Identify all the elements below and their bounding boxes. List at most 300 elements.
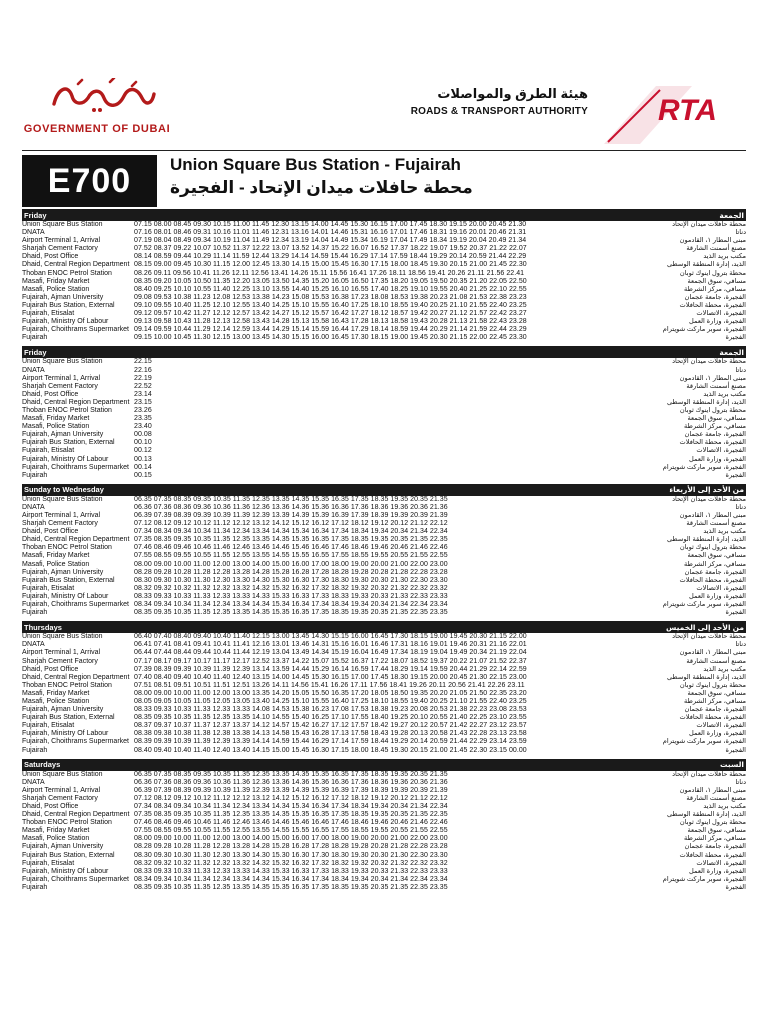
stop-name: Fujairah, Ajman University — [22, 431, 104, 439]
day-label: Saturdays — [24, 760, 61, 770]
stop-name: Fujairah, Ministry Of Labour — [22, 455, 109, 463]
timetable-row — [22, 415, 746, 423]
route-code-badge: E700 — [22, 155, 157, 207]
stop-name: Fujairah, Ministry Of Labour — [22, 867, 109, 875]
timetable-row — [22, 286, 746, 294]
stop-name: Thoban ENOC Petrol Station — [22, 819, 112, 827]
stop-name: Fujairah, Etisalat — [22, 722, 75, 730]
departure-times: 06.35 07.35 08.35 09.35 10.35 11.35 12.35 13.35 14.35 15.35 16.35 17.35 18.35 19.35 20.35 21.35 — [134, 495, 448, 503]
stop-name-arabic: الفجيرة، الاتصالات — [696, 310, 746, 318]
departure-times: 07.40 08.40 09.40 10.40 11.40 12.40 13.15 14.00 14.45 15.30 16.15 17.00 17.45 18.30 19.15 20.00 20.45 21.30 22.15 23.00 — [134, 673, 527, 681]
departure-times: 09.13 09.58 10.43 11.28 12.13 12.58 13.43 14.28 15.13 15.58 16.43 17.28 18.13 18.58 19.43 20.28 21.13 21.58 22.43 23.28 — [134, 318, 527, 326]
stop-name-arabic: الذيد، إدارة المنطقة الوسطى — [666, 261, 746, 269]
timetable-row — [22, 310, 746, 318]
departure-times: 07.34 08.34 09.34 10.34 11.34 12.34 13.34 14.34 15.34 16.34 17.34 18.34 19.34 20.34 21.34 22.34 — [134, 803, 448, 810]
stop-name-arabic: الذيد، إدارة المنطقة الوسطى — [666, 811, 746, 819]
departure-times: 07.55 08.55 09.55 10.55 11.55 12.55 13.55 14.55 15.55 16.55 17.55 18.55 19.55 20.55 21.55 22.55 — [134, 552, 448, 560]
timetable-row — [22, 407, 746, 415]
departure-times: 07.39 08.39 09.39 10.39 11.39 12.39 13.14 13.59 14.44 15.29 16.14 16.59 17.44 18.29 19.14 19.59 20.44 21.29 22.14 22.59 — [134, 665, 527, 673]
timetable-row — [22, 811, 746, 819]
stop-name: Fujairah, Choithrams Supermarket — [22, 601, 129, 609]
day-label: Sunday to Wednesday — [24, 485, 104, 495]
stop-name: Union Square Bus Station — [22, 633, 103, 641]
stop-name-arabic: مبنى المطار ١، القادمون — [679, 237, 746, 245]
timetable-section — [22, 621, 746, 758]
departure-times: 06.36 07.36 08.36 09.36 10.36 11.36 12.36 13.36 14.36 15.36 16.36 17.36 18.36 19.36 20.36 21.36 — [134, 503, 448, 511]
timetable-row — [22, 601, 746, 609]
timetable-row — [22, 722, 746, 730]
stop-name: Dhaid, Post Office — [22, 528, 79, 536]
departure-times: 08.00 09.00 10.00 11.00 12.00 13.00 13.35 14.20 15.05 15.50 16.35 17.20 18.05 18.50 19.35 20.20 21.05 21.50 22.35 23.20 — [134, 689, 527, 697]
departure-times: 08.40 09.40 10.40 11.40 12.40 13.40 14.15 15.00 15.45 16.30 17.15 18.00 18.45 19.30 20.15 21.00 21.45 22.30 23.15 00.00 — [134, 746, 527, 754]
departure-times: 07.17 08.17 09.17 10.17 11.17 12.17 12.52 13.37 14.22 15.07 15.52 16.37 17.22 18.07 18.52 19.37 20.22 21.07 21.52 22.37 — [134, 657, 527, 665]
stop-name: Dhaid, Central Region Department — [22, 811, 130, 819]
departure-times: 06.39 07.39 08.39 09.39 10.39 11.39 12.39 13.39 14.39 15.39 16.39 17.39 18.39 19.39 20.39 21.39 — [134, 786, 448, 794]
departure-times: 08.34 09.34 10.34 11.34 12.34 13.34 14.34 15.34 16.34 17.34 18.34 19.34 20.34 21.34 22.34 23.34 — [134, 601, 448, 609]
rta-header — [346, 86, 746, 146]
departure-times: 08.28 09.28 10.28 11.28 12.28 13.28 14.28 15.28 16.28 17.28 18.28 19.28 20.28 21.28 22.28 23.28 — [134, 843, 448, 851]
stop-name-arabic: محطة حافلات ميدان الإتحاد — [672, 770, 746, 778]
departure-times: 08.37 09.37 10.37 11.37 12.37 13.37 14.12 14.57 15.42 16.27 17.12 17.57 18.42 19.27 20.12 20.57 21.42 22.27 23.12 23.57 — [134, 722, 527, 730]
timetable-row — [22, 334, 746, 342]
timetable-row — [22, 294, 746, 302]
stop-name: Fujairah — [22, 334, 48, 342]
timetable-row — [22, 391, 746, 399]
stop-name-arabic: محطة حافلات ميدان الإتحاد — [672, 221, 746, 228]
stop-name: Fujairah, Ajman University — [22, 843, 104, 851]
timetable-row — [22, 496, 746, 504]
timetable-row — [22, 528, 746, 536]
stop-name-arabic: مكتب بريد الذيد — [703, 390, 746, 398]
departure-times: 07.52 08.37 09.22 10.07 10.52 11.37 12.22 13.07 13.52 14.37 15.22 16.07 16.52 17.37 18.22 19.07 19.52 20.37 21.22 22.07 — [134, 245, 527, 253]
stop-name-arabic: الفجيرة، محطة الحافلات — [679, 851, 746, 859]
departure-times: 08.26 09.11 09.56 10.41 11.26 12.11 12.56 13.41 14.26 15.11 15.56 16.41 17.26 18.11 18.56 19.41 20.26 21.11 21.56 22.41 — [134, 269, 525, 277]
stop-name: Masafi, Friday Market — [22, 689, 90, 697]
departure-times: 22.19 — [134, 374, 152, 382]
stop-name-arabic: الفجيرة، سوبر ماركت شويترام — [662, 326, 746, 334]
stop-name-arabic: مكتب بريد الذيد — [703, 528, 746, 536]
departure-times: 00.13 — [134, 455, 152, 463]
timetable-row — [22, 738, 746, 746]
stop-name: Masafi, Police Station — [22, 560, 90, 568]
departure-times: 08.32 09.32 10.32 11.32 12.32 13.32 14.32 15.32 16.32 17.32 18.32 19.32 20.32 21.32 22.32 23.32 — [134, 859, 448, 867]
departure-times: 06.40 07.40 08.40 09.40 10.40 11.40 12.15 13.00 13.45 14.30 15.15 16.00 16.45 17.30 18.15 19.00 19.45 20.30 21.15 22.00 — [134, 633, 527, 641]
departure-times: 07.12 08.12 09.12 10.12 11.12 12.12 13.12 14.12 15.12 16.12 17.12 18.12 19.12 20.12 21.12 22.12 — [134, 520, 448, 528]
stop-name: Union Square Bus Station — [22, 358, 103, 366]
timetable-section — [22, 759, 746, 896]
timetable-row — [22, 641, 746, 649]
timetable-row — [22, 585, 746, 593]
stop-name-arabic: مسافي، سوق الجمعة — [687, 277, 746, 285]
stop-name-arabic: الذيد، إدارة المنطقة الوسطى — [666, 398, 746, 406]
timetable-row — [22, 318, 746, 326]
day-label: Friday — [24, 347, 47, 357]
government-of-dubai-label: GOVERNMENT OF DUBAI — [23, 123, 171, 135]
stop-name: Thoban ENOC Petrol Station — [22, 269, 112, 277]
stop-name: DNATA — [22, 778, 45, 786]
stop-name: Fujairah, Etisalat — [22, 584, 75, 592]
stop-name-arabic: مصنع أسمنت الشارقة — [686, 520, 746, 528]
stop-name-arabic: الفجيرة، وزارة العمل — [689, 730, 746, 738]
day-label-arabic: الجمعة — [719, 210, 744, 220]
stop-name-arabic: مكتب بريد الذيد — [703, 803, 746, 810]
departure-times: 07.46 08.46 09.46 10.46 11.46 12.46 13.46 14.46 15.46 16.46 17.46 18.46 19.46 20.46 21.46 22.46 — [134, 544, 448, 552]
timetable-row — [22, 229, 746, 237]
stop-name: Fujairah, Ministry Of Labour — [22, 318, 109, 326]
departure-times: 00.08 — [134, 431, 152, 439]
stop-name: Sharjah Cement Factory — [22, 520, 98, 528]
departure-times: 08.15 09.00 09.45 10.30 11.15 12.00 12.45 13.30 14.15 15.00 15.45 16.30 17.15 18.00 18.45 19.30 20.15 21.00 21.45 22.30 — [134, 261, 527, 269]
stop-name: Sharjah Cement Factory — [22, 657, 98, 665]
rta-logo-icon — [596, 86, 746, 146]
day-header-bar — [22, 484, 746, 496]
stop-name-arabic: محطة حافلات ميدان الإتحاد — [672, 358, 746, 366]
timetable-row — [22, 779, 746, 787]
stop-name: DNATA — [22, 503, 45, 511]
timetable-row — [22, 730, 746, 738]
departure-times: 08.28 09.28 10.28 11.28 12.28 13.28 14.28 15.28 16.28 17.28 18.28 19.28 20.28 21.28 22.28 23.28 — [134, 568, 448, 576]
stop-name-arabic: مبنى المطار ١، القادمون — [679, 649, 746, 657]
stop-name: Airport Terminal 1, Arrival — [22, 649, 101, 657]
departure-times: 08.34 09.34 10.34 11.34 12.34 13.34 14.34 15.34 16.34 17.34 18.34 19.34 20.34 21.34 22.34 23.34 — [134, 875, 448, 883]
stop-name-arabic: الفجيرة، سوبر ماركت شويترام — [662, 463, 746, 471]
stop-name-arabic: مصنع أسمنت الشارقة — [686, 794, 746, 802]
stop-name: Masafi, Police Station — [22, 697, 90, 705]
timetable-row — [22, 399, 746, 407]
stop-name-arabic: الفجيرة، وزارة العمل — [689, 867, 746, 875]
stop-name-arabic: الفجيرة — [725, 746, 746, 754]
stop-name-arabic: دناتا — [735, 641, 746, 649]
departure-times: 22.15 — [134, 358, 152, 366]
stop-name-arabic: محطة بترول اينوك ثوبان — [679, 406, 746, 414]
stop-name-arabic: محطة بترول اينوك ثوبان — [679, 269, 746, 277]
timetable-row — [22, 747, 746, 755]
timetable-row — [22, 520, 746, 528]
timetable-row — [22, 835, 746, 843]
stop-name-arabic: الفجيرة، محطة الحافلات — [679, 576, 746, 584]
timetable-row — [22, 253, 746, 261]
departure-times: 07.46 08.46 09.46 10.46 11.46 12.46 13.46 14.46 15.46 16.46 17.46 18.46 19.46 20.46 21.46 22.46 — [134, 819, 448, 827]
timetable-row — [22, 278, 746, 286]
stop-name-arabic: مبنى المطار ١، القادمون — [679, 374, 746, 382]
timetable-row — [22, 237, 746, 245]
stop-name: Fujairah Bus Station, External — [22, 714, 115, 722]
timetable-row — [22, 245, 746, 253]
timetable-row — [22, 714, 746, 722]
departure-times: 07.35 08.35 09.35 10.35 11.35 12.35 13.35 14.35 15.35 16.35 17.35 18.35 19.35 20.35 21.35 22.35 — [134, 536, 448, 544]
timetable-section — [22, 346, 746, 483]
stop-name: Fujairah, Ajman University — [22, 706, 104, 714]
stop-name: Fujairah, Choithrams Supermarket — [22, 326, 129, 334]
timetable-row — [22, 682, 746, 690]
timetable-row — [22, 464, 746, 472]
departure-times: 23.40 — [134, 423, 152, 431]
stop-name-arabic: الفجيرة، وزارة العمل — [689, 318, 746, 326]
departure-times: 08.33 09.33 10.33 11.33 12.33 13.33 14.33 15.33 16.33 17.33 18.33 19.33 20.33 21.33 22.33 23.33 — [134, 592, 448, 600]
timetable-row — [22, 423, 746, 431]
timetable-row — [22, 868, 746, 876]
stop-name: Fujairah Bus Station, External — [22, 851, 115, 859]
stop-name-arabic: مسافي، سوق الجمعة — [687, 689, 746, 697]
stop-name: Masafi, Friday Market — [22, 827, 90, 835]
timetable-row — [22, 876, 746, 884]
stop-name: Fujairah, Choithrams Supermarket — [22, 463, 129, 471]
departure-times: 09.10 09.55 10.40 11.25 12.10 12.55 13.40 14.25 15.10 15.55 16.40 17.25 18.10 18.55 19.40 20.25 21.10 21.55 22.40 23.25 — [134, 301, 527, 309]
day-label: Thursdays — [24, 622, 62, 632]
stop-name: Airport Terminal 1, Arrival — [22, 374, 101, 382]
timetable — [22, 209, 746, 896]
departure-times: 08.14 08.59 09.44 10.29 11.14 11.59 12.44 13.29 14.14 14.59 15.44 16.29 17.14 17.59 18.44 19.29 20.14 20.59 21.44 22.29 — [134, 253, 527, 261]
timetable-row — [22, 302, 746, 310]
stop-name-arabic: الفجيرة، الاتصالات — [696, 584, 746, 592]
timetable-row — [22, 536, 746, 544]
stop-name-arabic: محطة بترول اينوك ثوبان — [679, 681, 746, 689]
stop-name-arabic: الفجيرة، جامعة عجمان — [684, 568, 746, 576]
departure-times: 09.08 09.53 10.38 11.23 12.08 12.53 13.38 14.23 15.08 15.53 16.38 17.23 18.08 18.53 19.38 20.23 21.08 21.53 22.38 23.23 — [134, 293, 527, 301]
stop-name: Union Square Bus Station — [22, 495, 103, 503]
timetable-row — [22, 674, 746, 682]
stop-name: Fujairah, Ajman University — [22, 293, 104, 301]
departure-times: 00.15 — [134, 471, 152, 479]
departure-times: 23.26 — [134, 406, 152, 414]
timetable-row — [22, 569, 746, 577]
timetable-row — [22, 593, 746, 601]
departure-times: 23.35 — [134, 415, 152, 423]
stop-name-arabic: دناتا — [735, 366, 746, 374]
timetable-row — [22, 270, 746, 278]
departure-times: 06.36 07.36 08.36 09.36 10.36 11.36 12.36 13.36 14.36 15.36 16.36 17.36 18.36 19.36 20.36 21.36 — [134, 778, 448, 786]
timetable-row — [22, 552, 746, 560]
stop-name-arabic: مصنع أسمنت الشارقة — [686, 657, 746, 665]
timetable-row — [22, 690, 746, 698]
stop-name-arabic: الفجيرة — [725, 334, 746, 342]
stop-name: Airport Terminal 1, Arrival — [22, 237, 101, 245]
timetable-row — [22, 787, 746, 795]
stop-name: Masafi, Police Station — [22, 423, 90, 431]
stop-name-arabic: مكتب بريد الذيد — [703, 253, 746, 261]
stop-name: Sharjah Cement Factory — [22, 794, 98, 802]
departure-times: 07.35 08.35 09.35 10.35 11.35 12.35 13.35 14.35 15.35 16.35 17.35 18.35 19.35 20.35 21.35 22.35 — [134, 811, 448, 819]
departure-times: 22.16 — [134, 366, 152, 374]
timetable-row — [22, 577, 746, 585]
departure-times: 07.15 08.00 08.45 09.30 10.15 11.00 11.45 12.30 13.15 14.00 14.45 15.30 16.15 17.00 17.45 18.30 19.15 20.00 20.45 21.30 — [134, 221, 527, 228]
stop-name-arabic: محطة حافلات ميدان الإتحاد — [672, 633, 746, 641]
stop-name: Sharjah Cement Factory — [22, 382, 98, 390]
stop-name-arabic: مسافي، سوق الجمعة — [687, 552, 746, 560]
departure-times: 08.38 09.38 10.38 11.38 12.38 13.38 14.13 14.58 15.43 16.28 17.13 17.58 18.43 19.28 20.13 20.58 21.43 22.28 23.13 23.58 — [134, 730, 527, 738]
timetable-row — [22, 367, 746, 375]
stop-name-arabic: مسافي، سوق الجمعة — [687, 415, 746, 423]
stop-name-arabic: دناتا — [735, 503, 746, 511]
timetable-row — [22, 649, 746, 657]
timetable-row — [22, 447, 746, 455]
stop-name-arabic: مصنع أسمنت الشارقة — [686, 245, 746, 253]
day-header-bar — [22, 209, 746, 221]
stop-name: Fujairah Bus Station, External — [22, 439, 115, 447]
day-header-bar — [22, 759, 746, 771]
departure-times: 07.19 08.04 08.49 09.34 10.19 11.04 11.49 12.34 13.19 14.04 14.49 15.34 16.19 17.04 17.49 18.34 19.19 20.04 20.49 21.34 — [134, 237, 527, 245]
stop-name-arabic: محطة حافلات ميدان الإتحاد — [672, 495, 746, 503]
departure-times: 23.14 — [134, 390, 152, 398]
stop-name-arabic: الفجيرة، محطة الحافلات — [679, 714, 746, 722]
timetable-row — [22, 884, 746, 892]
stop-name-arabic: الفجيرة، جامعة عجمان — [684, 706, 746, 714]
stop-name-arabic: مبنى المطار ١، القادمون — [679, 512, 746, 519]
timetable-section — [22, 484, 746, 621]
timetable-row — [22, 375, 746, 383]
day-label-arabic: من الأحد إلى الأربعاء — [669, 485, 744, 495]
stop-name: Masafi, Police Station — [22, 835, 90, 843]
timetable-row — [22, 803, 746, 811]
stop-name: Fujairah, Ministry Of Labour — [22, 592, 109, 600]
stop-name-arabic: مكتب بريد الذيد — [703, 665, 746, 673]
timetable-row — [22, 698, 746, 706]
timetable-row — [22, 795, 746, 803]
stop-name: Sharjah Cement Factory — [22, 245, 98, 253]
stop-name-arabic: الفجيرة — [725, 883, 746, 891]
stop-name: Fujairah, Choithrams Supermarket — [22, 738, 129, 746]
stop-name: Dhaid, Post Office — [22, 390, 79, 398]
stop-name-arabic: الفجيرة، وزارة العمل — [689, 592, 746, 600]
stop-name-arabic: الفجيرة، الاتصالات — [696, 859, 746, 867]
timetable-row — [22, 456, 746, 464]
stop-name: DNATA — [22, 641, 45, 649]
departure-times: 08.30 09.30 10.30 11.30 12.30 13.30 14.30 15.30 16.30 17.30 18.30 19.30 20.30 21.30 22.30 23.30 — [134, 851, 448, 859]
stop-name: Fujairah — [22, 883, 48, 891]
stop-name-arabic: دناتا — [735, 229, 746, 237]
departure-times: 08.35 09.35 10.35 11.35 12.35 13.35 14.35 15.35 16.35 17.35 18.35 19.35 20.35 21.35 22.35 23.35 — [134, 609, 448, 617]
rta-english-name: ROADS & TRANSPORT AUTHORITY — [410, 106, 588, 117]
departure-times: 00.12 — [134, 447, 152, 455]
timetable-row — [22, 472, 746, 480]
timetable-row — [22, 666, 746, 674]
day-label-arabic: الجمعة — [719, 347, 744, 357]
timetable-row — [22, 358, 746, 366]
rta-arabic-name: هيئة الطرق والمواصلات — [437, 86, 588, 101]
timetable-row — [22, 383, 746, 391]
timetable-row — [22, 860, 746, 868]
stop-name-arabic: محطة بترول اينوك ثوبان — [679, 544, 746, 552]
day-label: Friday — [24, 210, 47, 220]
timetable-row — [22, 827, 746, 835]
departure-times: 08.00 09.00 10.00 11.00 12.00 13.00 14.00 15.00 16.00 17.00 18.00 19.00 20.00 21.00 22.00 23.00 — [134, 835, 448, 843]
stop-name: Thoban ENOC Petrol Station — [22, 544, 112, 552]
stop-name-arabic: الفجيرة، الاتصالات — [696, 447, 746, 455]
stop-name: Fujairah, Ministry Of Labour — [22, 730, 109, 738]
route-title-english: Union Square Bus Station - Fujairah — [170, 155, 461, 174]
departure-times: 08.33 09.33 10.33 11.33 12.33 13.33 14.33 15.33 16.33 17.33 18.33 19.33 20.33 21.33 22.33 23.33 — [134, 867, 448, 875]
stop-name-arabic: مصنع أسمنت الشارقة — [686, 382, 746, 390]
departure-times: 07.55 08.55 09.55 10.55 11.55 12.55 13.55 14.55 15.55 16.55 17.55 18.55 19.55 20.55 21.55 22.55 — [134, 827, 448, 835]
government-of-dubai-logo — [22, 70, 172, 140]
departure-times: 08.05 09.05 10.05 11.05 12.05 13.05 13.40 14.25 15.10 15.55 16.40 17.25 18.10 18.55 19.40 20.25 21.10 21.55 22.40 23.25 — [134, 697, 527, 705]
stop-name: Dhaid, Post Office — [22, 665, 79, 673]
departure-times: 07.16 08.01 08.46 09.31 10.16 11.01 11.46 12.31 13.16 14.01 14.46 15.31 16.16 17.01 17.46 18.31 19.16 20.01 20.46 21.31 — [134, 229, 527, 237]
stop-name-arabic: الفجيرة، محطة الحافلات — [679, 439, 746, 447]
timetable-row — [22, 326, 746, 334]
timetable-row — [22, 843, 746, 851]
departure-times: 08.35 09.35 10.35 11.35 12.35 13.35 14.35 15.35 16.35 17.35 18.35 19.35 20.35 21.35 22.35 23.35 — [134, 883, 448, 891]
header-divider — [22, 150, 746, 151]
stop-name-arabic: الفجيرة، جامعة عجمان — [684, 843, 746, 851]
stop-name: Fujairah, Etisalat — [22, 447, 75, 455]
stop-name: Fujairah — [22, 471, 48, 479]
departure-times: 08.00 09.00 10.00 11.00 12.00 13.00 14.00 15.00 16.00 17.00 18.00 19.00 20.00 21.00 22.00 23.00 — [134, 560, 448, 568]
departure-times: 00.10 — [134, 439, 152, 447]
stop-name-arabic: الفجيرة، سوبر ماركت شويترام — [662, 738, 746, 746]
stop-name-arabic: الذيد، إدارة المنطقة الوسطى — [666, 673, 746, 681]
route-title-arabic: محطة حافلات ميدان الإتحاد - الفجيرة — [170, 178, 473, 197]
stop-name-arabic: محطة بترول اينوك ثوبان — [679, 819, 746, 827]
departure-times: 23.15 — [134, 398, 152, 406]
departure-times: 00.14 — [134, 463, 152, 471]
stop-name: Dhaid, Post Office — [22, 253, 79, 261]
departure-times: 08.35 09.20 10.05 10.50 11.35 12.20 13.05 13.50 14.35 15.20 16.05 16.50 17.35 18.20 19.05 19.50 20.35 21.20 22.05 22.50 — [134, 277, 527, 285]
timetable-row — [22, 261, 746, 269]
stop-name: Airport Terminal 1, Arrival — [22, 512, 101, 519]
day-label-arabic: السبت — [719, 760, 744, 770]
timetable-section — [22, 209, 746, 346]
rta-logo-text: RTA — [658, 94, 717, 127]
stop-name: DNATA — [22, 366, 45, 374]
stop-name: Airport Terminal 1, Arrival — [22, 786, 101, 794]
departure-times: 09.12 09.57 10.42 11.27 12.12 12.57 13.42 14.27 15.12 15.57 16.42 17.27 18.12 18.57 19.42 20.27 21.12 21.57 22.42 23.27 — [134, 310, 527, 318]
dubai-calligraphy-icon — [48, 78, 158, 114]
stop-name-arabic: الفجيرة — [725, 471, 746, 479]
stop-name-arabic: مسافي، مركز الشرطة — [684, 560, 746, 568]
departure-times: 08.33 09.33 10.33 11.33 12.33 13.33 14.08 14.53 15.38 16.23 17.08 17.53 18.38 19.23 20.08 20.53 21.38 22.23 23.08 23.53 — [134, 706, 527, 714]
stop-name: Fujairah Bus Station, External — [22, 576, 115, 584]
stop-name: Thoban ENOC Petrol Station — [22, 406, 112, 414]
timetable-row — [22, 609, 746, 617]
stop-name-arabic: الذيد، إدارة المنطقة الوسطى — [666, 536, 746, 544]
timetable-row — [22, 819, 746, 827]
stop-name-arabic: الفجيرة، جامعة عجمان — [684, 431, 746, 439]
stop-name-arabic: مبنى المطار ١، القادمون — [679, 786, 746, 794]
stop-name: Fujairah Bus Station, External — [22, 301, 115, 309]
departure-times: 08.30 09.30 10.30 11.30 12.30 13.30 14.30 15.30 16.30 17.30 18.30 19.30 20.30 21.30 22.30 23.30 — [134, 576, 448, 584]
departure-times: 22.52 — [134, 382, 152, 390]
timetable-row — [22, 852, 746, 860]
day-header-bar — [22, 346, 746, 358]
day-header-bar — [22, 621, 746, 633]
timetable-row — [22, 504, 746, 512]
day-label-arabic: من الأحد إلى الخميس — [666, 622, 744, 632]
departure-times: 07.12 08.12 09.12 10.12 11.12 12.12 13.12 14.12 15.12 16.12 17.12 18.12 19.12 20.12 21.12 22.12 — [134, 794, 448, 802]
departure-times: 08.32 09.32 10.32 11.32 12.32 13.32 14.32 15.32 16.32 17.32 18.32 19.32 20.32 21.32 22.32 23.32 — [134, 584, 448, 592]
stop-name: Thoban ENOC Petrol Station — [22, 681, 112, 689]
stop-name-arabic: الفجيرة، محطة الحافلات — [679, 301, 746, 309]
stop-name-arabic: مسافي، مركز الشرطة — [684, 697, 746, 705]
stop-name-arabic: الفجيرة، الاتصالات — [696, 722, 746, 730]
stop-name: Union Square Bus Station — [22, 770, 103, 778]
stop-name: Dhaid, Central Region Department — [22, 673, 130, 681]
stop-name: Fujairah, Etisalat — [22, 859, 75, 867]
timetable-row — [22, 512, 746, 520]
timetable-row — [22, 706, 746, 714]
departure-times: 06.39 07.39 08.39 09.39 10.39 11.39 12.39 13.39 14.39 15.39 16.39 17.39 18.39 19.39 20.39 21.39 — [134, 512, 448, 519]
stop-name-arabic: الفجيرة، جامعة عجمان — [684, 293, 746, 301]
stop-name: Fujairah — [22, 746, 48, 754]
stop-name-arabic: الفجيرة — [725, 609, 746, 617]
departure-times: 06.35 07.35 08.35 09.35 10.35 11.35 12.35 13.35 14.35 15.35 16.35 17.35 18.35 19.35 20.35 21.35 — [134, 770, 448, 778]
departure-times: 08.39 09.39 10.39 11.39 12.39 13.39 14.14 14.59 15.44 16.29 17.14 17.59 18.44 19.29 20.14 20.59 21.44 22.29 23.14 23.59 — [134, 738, 527, 746]
departure-times: 06.41 07.41 08.41 09.41 10.41 11.41 12.16 13.01 13.46 14.31 15.16 16.01 16.46 17.31 18.16 19.01 19.46 20.31 21.16 22.01 — [134, 641, 527, 649]
stop-name: Masafi, Friday Market — [22, 552, 90, 560]
timetable-row — [22, 633, 746, 641]
departure-times: 09.15 10.00 10.45 11.30 12.15 13.00 13.45 14.30 15.15 16.00 16.45 17.30 18.15 19.00 19.45 20.30 21.15 22.00 22.45 23.30 — [134, 334, 527, 342]
stop-name: Union Square Bus Station — [22, 221, 103, 228]
